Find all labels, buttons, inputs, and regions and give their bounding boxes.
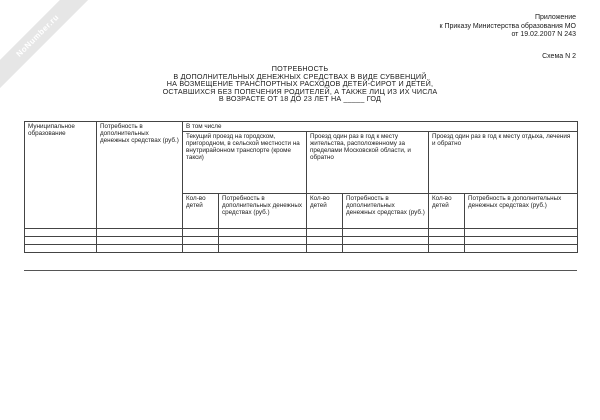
header-including: В том числе: [183, 122, 578, 132]
title-line: В ДОПОЛНИТЕЛЬНЫХ ДЕНЕЖНЫХ СРЕДСТВАХ В ВИДЕ СУБВЕНЦИЙ: [173, 71, 427, 81]
table-cell: [183, 229, 219, 237]
table-cell: [429, 237, 465, 245]
table-cell: [183, 237, 219, 245]
table-cell: [465, 237, 578, 245]
table-cell: [25, 229, 97, 237]
title-line: ПОТРЕБНОСТЬ: [271, 64, 329, 73]
table-cell: [219, 245, 307, 253]
header-group-current: Текущий проезд на городском, пригородном, в сельской местности на внутрирайонном транспорте (кроме такси): [183, 132, 307, 194]
header-group-residence: Проезд один раз в год к месту жительства, расположенному за пределами Московской области, и обратно: [307, 132, 429, 194]
table-row: [25, 245, 578, 253]
header-need-total: Потребность в дополнительных денежных средствах (руб.): [97, 122, 183, 229]
table-cell: [183, 245, 219, 253]
table-cell: [429, 229, 465, 237]
watermark-text: NoNumber.ru: [0, 0, 102, 90]
table-cell: [343, 237, 429, 245]
scheme-label: Схема N 2: [542, 53, 576, 60]
title-line: В ВОЗРАСТЕ ОТ 18 ДО 23 ЛЕТ НА _____ ГОД: [218, 94, 382, 104]
table-cell: [97, 229, 183, 237]
table-cell: [97, 245, 183, 253]
subheader-need: Потребность в дополнительных денежных средствах (руб.): [219, 194, 307, 229]
table-cell: [307, 229, 343, 237]
table-row: [25, 237, 578, 245]
table-body: [25, 229, 578, 253]
subheader-count: Кол-во детей: [429, 194, 465, 229]
appendix-line: Приложение: [534, 14, 576, 21]
table-cell: [307, 237, 343, 245]
subheader-count: Кол-во детей: [183, 194, 219, 229]
table-cell: [343, 245, 429, 253]
appendix-line: от 19.02.2007 N 243: [511, 31, 576, 38]
subheader-count: Кол-во детей: [307, 194, 343, 229]
table-cell: [429, 245, 465, 253]
subheader-need: Потребность в дополнительных денежных средствах (руб.): [465, 194, 578, 229]
title-line: НА ВОЗМЕЩЕНИЕ ТРАНСПОРТНЫХ РАСХОДОВ ДЕТЕЙ-СИРОТ И ДЕТЕЙ,: [166, 79, 434, 89]
table-cell: [219, 229, 307, 237]
separator-line: [24, 270, 577, 271]
table-cell: [219, 237, 307, 245]
table-cell: [97, 237, 183, 245]
header-group-rest: Проезд один раз в год к месту отдыха, лечения и обратно: [429, 132, 578, 194]
title-line: ОСТАВШИХСЯ БЕЗ ПОПЕЧЕНИЯ РОДИТЕЛЕЙ, А ТАКЖЕ ЛИЦ ИЗ ИХ ЧИСЛА: [162, 86, 438, 96]
header-municipal: Муниципальное образование: [25, 122, 97, 229]
table-cell: [465, 229, 578, 237]
document-title: [0, 65, 600, 103]
table-cell: [343, 229, 429, 237]
table-cell: [307, 245, 343, 253]
appendix-block: [439, 14, 576, 40]
table-cell: [25, 237, 97, 245]
table-row: [25, 229, 578, 237]
form-table: [24, 121, 578, 253]
table-cell: [25, 245, 97, 253]
subheader-need: Потребность в дополнительных денежных средствах (руб.): [343, 194, 429, 229]
table-cell: [465, 245, 578, 253]
appendix-line: к Приказу Министерства образования МО: [439, 22, 576, 30]
